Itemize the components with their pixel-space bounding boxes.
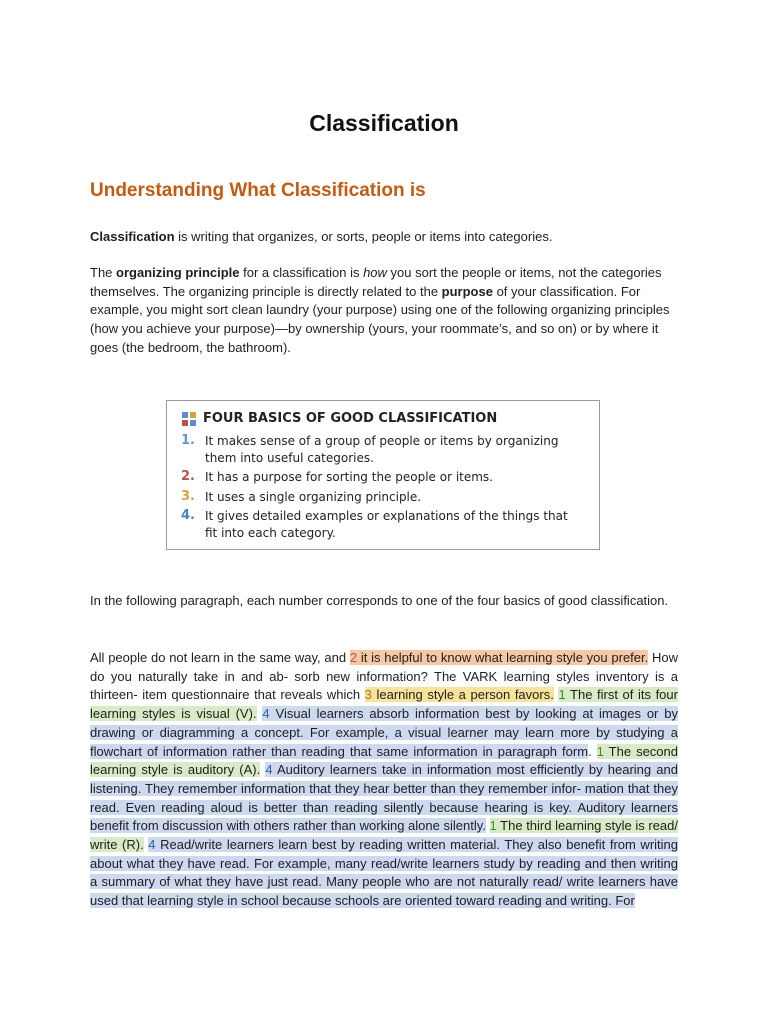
definition-paragraph: [90, 228, 680, 247]
text-run: learning style a person favors.: [371, 687, 554, 703]
item-number: 2.: [181, 469, 195, 484]
text-run: Read/write learners learn best by reading written material. They also benefit from writing about what they have read. For example, many read/write learners study by reading and then writing a summary of what they have just read. Many people who are not naturally read/ write learners have used that learning style in school because schools are oriented toward reading and writing. For: [90, 837, 678, 909]
list-item: [181, 489, 581, 506]
item-number: 4.: [181, 508, 195, 523]
item-number: 3.: [181, 488, 195, 504]
basic-number-tag: 1: [596, 743, 604, 759]
text-run: Visual learners absorb information best by looking at images or by drawing or diagramming a concept. For example, a visual learner may learn more by studying a flowchart of information rather than reading that same information in paragraph form: [90, 706, 678, 759]
text-run: The first of its four learning styles is visual (V).: [90, 687, 678, 722]
text-run: .: [588, 743, 597, 759]
item-text: It makes sense of a group of people or items by organizing them into useful categories.: [205, 434, 559, 465]
text-run: The second learning style is auditory (A).: [90, 743, 678, 778]
text-run: Auditory learners take in information most efficiently by hearing and listening. They remember information that they hear better than they remember infor- mation that they read. Even reading aloud is better than reading silently because hearing is key. Auditory learners benefit from discussion with others rather than working alone silently.: [90, 762, 678, 834]
purpose-highlight: [350, 650, 648, 665]
text-run: The: [90, 265, 117, 280]
item-text: It gives detailed examples or explanations of the things that fit into each category.: [205, 509, 568, 540]
term-purpose: purpose: [441, 283, 493, 299]
four-basics-heading: [182, 411, 497, 426]
text-run: you sort the people or items, not the categories themselves. The organizing principle is directly related to the: [90, 265, 662, 299]
basic-number-tag: 1: [558, 687, 566, 703]
basic-number-tag: 3: [364, 687, 372, 703]
term-classification: Classification: [90, 229, 175, 244]
emphasis-how: how: [363, 265, 387, 280]
basic-number-tag: 1: [489, 818, 497, 834]
intro-paragraph: In the following paragraph, each number corresponds to one of the four basics of good classification.: [90, 593, 669, 608]
list-item: [181, 433, 581, 466]
organizing-principle-paragraph: [90, 264, 680, 358]
principle-highlight: [365, 687, 554, 702]
four-basics-box: [166, 400, 600, 550]
four-basics-title: FOUR BASICS OF GOOD CLASSIFICATION: [203, 411, 498, 426]
grid-icon: [182, 412, 196, 426]
list-item: [181, 469, 581, 486]
item-text: It has a purpose for sorting the people or items.: [205, 470, 493, 484]
annotated-example-paragraph: [90, 649, 678, 911]
text-run: All people do not learn in the same way, and: [90, 650, 350, 665]
text-run: it is helpful to know what learning style you prefer.: [357, 650, 649, 665]
text-run: The third learning style is read/ write (R).: [90, 818, 678, 853]
section-heading: Understanding What Classification is: [90, 180, 426, 201]
term-organizing-principle: organizing principle: [116, 265, 240, 280]
document-title: Classification: [309, 110, 459, 136]
basic-number-tag: 4: [265, 762, 273, 778]
basic-number-tag: 4: [148, 837, 156, 853]
list-item: [181, 508, 581, 541]
item-text: It uses a single organizing principle.: [205, 489, 422, 504]
basic-number-tag: 4: [262, 706, 270, 722]
example-highlight: [90, 837, 678, 908]
item-number: 1.: [181, 433, 195, 448]
definition-text: is writing that organizes, or sorts, people or items into categories.: [174, 229, 553, 244]
text-run: How do you naturally take in and ab- sorb new information? The VARK learning styles inventory is a thirteen- item questionnaire that reveals which: [90, 650, 678, 703]
text-run: of your classification. For example, you might sort clean laundry (your purpose) using one of the following organizing principles (how you achieve your purpose)—by ownership (yours, your roommate’s, and so on) or by where it goes (the bedroom, the bathroom).: [90, 283, 670, 355]
text-run: for a classification is: [239, 265, 364, 280]
four-basics-list: [181, 433, 581, 544]
basic-number-tag: 2: [349, 650, 358, 665]
